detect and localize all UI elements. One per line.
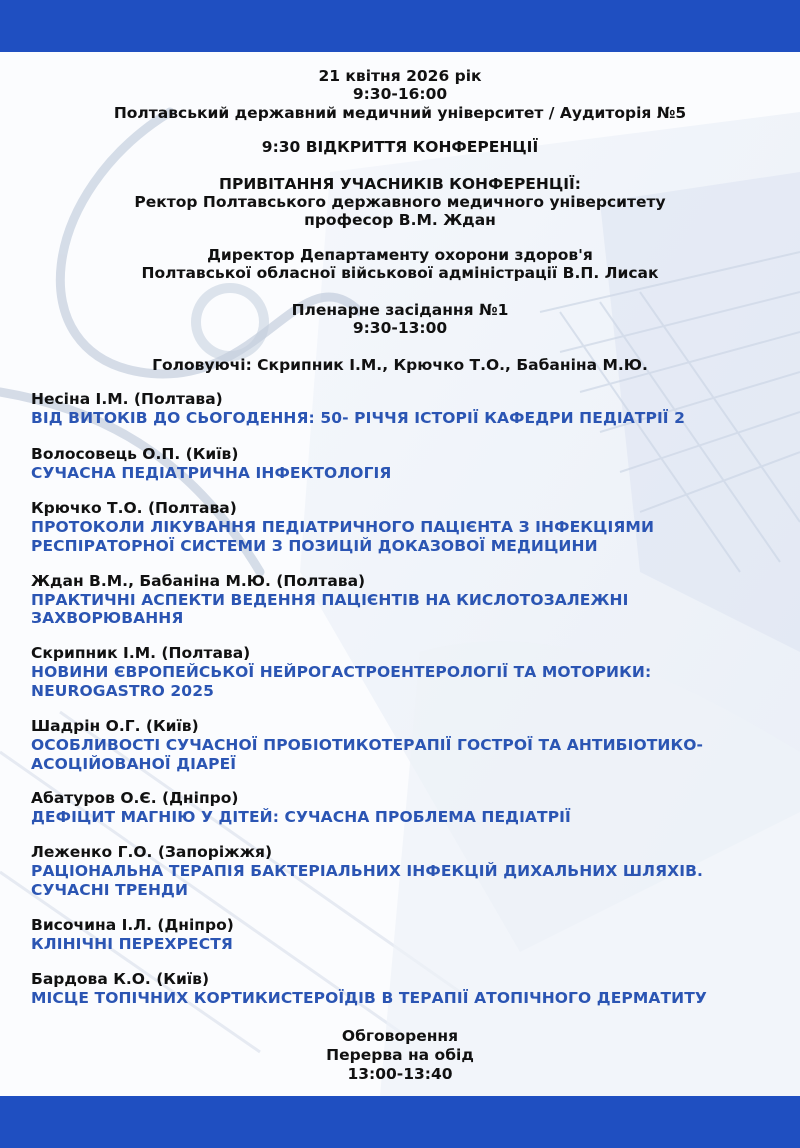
greeting-title: ПРИВІТАННЯ УЧАСНИКІВ КОНФЕРЕНЦІЇ:	[219, 175, 581, 193]
talk-title: РЕСПІРАТОРНОЇ СИСТЕМИ З ПОЗИЦІЙ ДОКАЗОВОЇ МЕДИЦИНИ	[31, 537, 598, 555]
talk-speaker: Леженко Г.О. (Запоріжжя)	[31, 843, 273, 861]
talk-title: ВІД ВИТОКІВ ДО СЬОГОДЕННЯ: 50- РІЧЧЯ ІСТОРІЇ КАФЕДРИ ПЕДІАТРІЇ 2	[31, 409, 686, 427]
talk-title: ДЕФІЦИТ МАГНІЮ У ДІТЕЙ: СУЧАСНА ПРОБЛЕМА ПЕДІАТРІЇ	[31, 808, 571, 826]
talk-speaker: Крючко Т.О. (Полтава)	[31, 499, 237, 517]
talk-speaker: Шадрін О.Г. (Київ)	[31, 717, 199, 735]
plenary-time: 9:30-13:00	[352, 319, 448, 337]
talk-speaker: Волосовець О.П. (Київ)	[31, 445, 239, 463]
talk-title: НОВИНИ ЄВРОПЕЙСЬКОЇ НЕЙРОГАСТРОЕНТЕРОЛОГІЇ ТА МОТОРИКИ:	[31, 663, 652, 681]
talk-title: АСОЦІЙОВАНОЇ ДІАРЕЇ	[31, 755, 237, 773]
greeting-director-line1: Директор Департаменту охорони здоров'я	[207, 246, 593, 264]
greeting-rector-line2: професор В.М. Ждан	[304, 211, 496, 229]
talk-speaker: Несіна І.М. (Полтава)	[31, 390, 223, 408]
talk-speaker: Ждан В.М., Бабаніна М.Ю. (Полтава)	[31, 572, 366, 590]
event-time: 9:30-16:00	[352, 85, 448, 103]
talk-title: СУЧАСНА ПЕДІАТРИЧНА ІНФЕКТОЛОГІЯ	[31, 464, 392, 482]
talk-speaker: Височина І.Л. (Дніпро)	[31, 916, 234, 934]
event-date: 21 квітня 2026 рік	[318, 67, 482, 85]
event-venue: Полтавський державний медичний університет / Аудиторія №5	[113, 104, 687, 122]
lunch-break: Перерва на обід	[326, 1046, 474, 1064]
talk-title: РАЦІОНАЛЬНА ТЕРАПІЯ БАКТЕРІАЛЬНИХ ІНФЕКЦІЙ ДИХАЛЬНИХ ШЛЯХІВ.	[31, 862, 703, 880]
talk-title: ПРАКТИЧНІ АСПЕКТИ ВЕДЕННЯ ПАЦІЄНТІВ НА КИСЛОТОЗАЛЕЖНІ	[31, 591, 629, 609]
talk-speaker: Бардова К.О. (Київ)	[31, 970, 210, 988]
greeting-director-line2: Полтавської обласної військової адміністрації В.П. Лисак	[141, 264, 659, 282]
talk-title: КЛІНІЧНІ ПЕРЕХРЕСТЯ	[31, 935, 233, 953]
bottom-band	[0, 1096, 800, 1148]
talk-title: ОСОБЛИВОСТІ СУЧАСНОЇ ПРОБІОТИКОТЕРАПІЇ ГОСТРОЇ ТА АНТИБІОТИКО-	[31, 736, 704, 754]
talk-title: ПРОТОКОЛИ ЛІКУВАННЯ ПЕДІАТРИЧНОГО ПАЦІЄНТА З ІНФЕКЦІЯМИ	[31, 518, 655, 536]
greeting-rector-line1: Ректор Полтавського державного медичного університету	[134, 193, 666, 211]
opening-heading: 9:30 ВІДКРИТТЯ КОНФЕРЕНЦІЇ	[261, 138, 539, 156]
talk-title: СУЧАСНІ ТРЕНДИ	[31, 881, 189, 899]
talk-title: ЗАХВОРЮВАННЯ	[31, 609, 184, 627]
lunch-time: 13:00-13:40	[347, 1065, 453, 1083]
discussion: Обговорення	[341, 1027, 459, 1045]
talk-speaker: Абатуров О.Є. (Дніпро)	[31, 789, 239, 807]
talk-speaker: Скрипник І.М. (Полтава)	[31, 644, 251, 662]
chairs: Головуючі: Скрипник І.М., Крючко Т.О., Бабаніна М.Ю.	[152, 356, 648, 374]
talk-title: МІСЦЕ ТОПІЧНИХ КОРТИКИСТЕРОЇДІВ В ТЕРАПІЇ АТОПІЧНОГО ДЕРМАТИТУ	[31, 989, 707, 1007]
talk-title: NEUROGASTRO 2025	[31, 682, 214, 700]
plenary-title: Пленарне засідання №1	[291, 301, 509, 319]
